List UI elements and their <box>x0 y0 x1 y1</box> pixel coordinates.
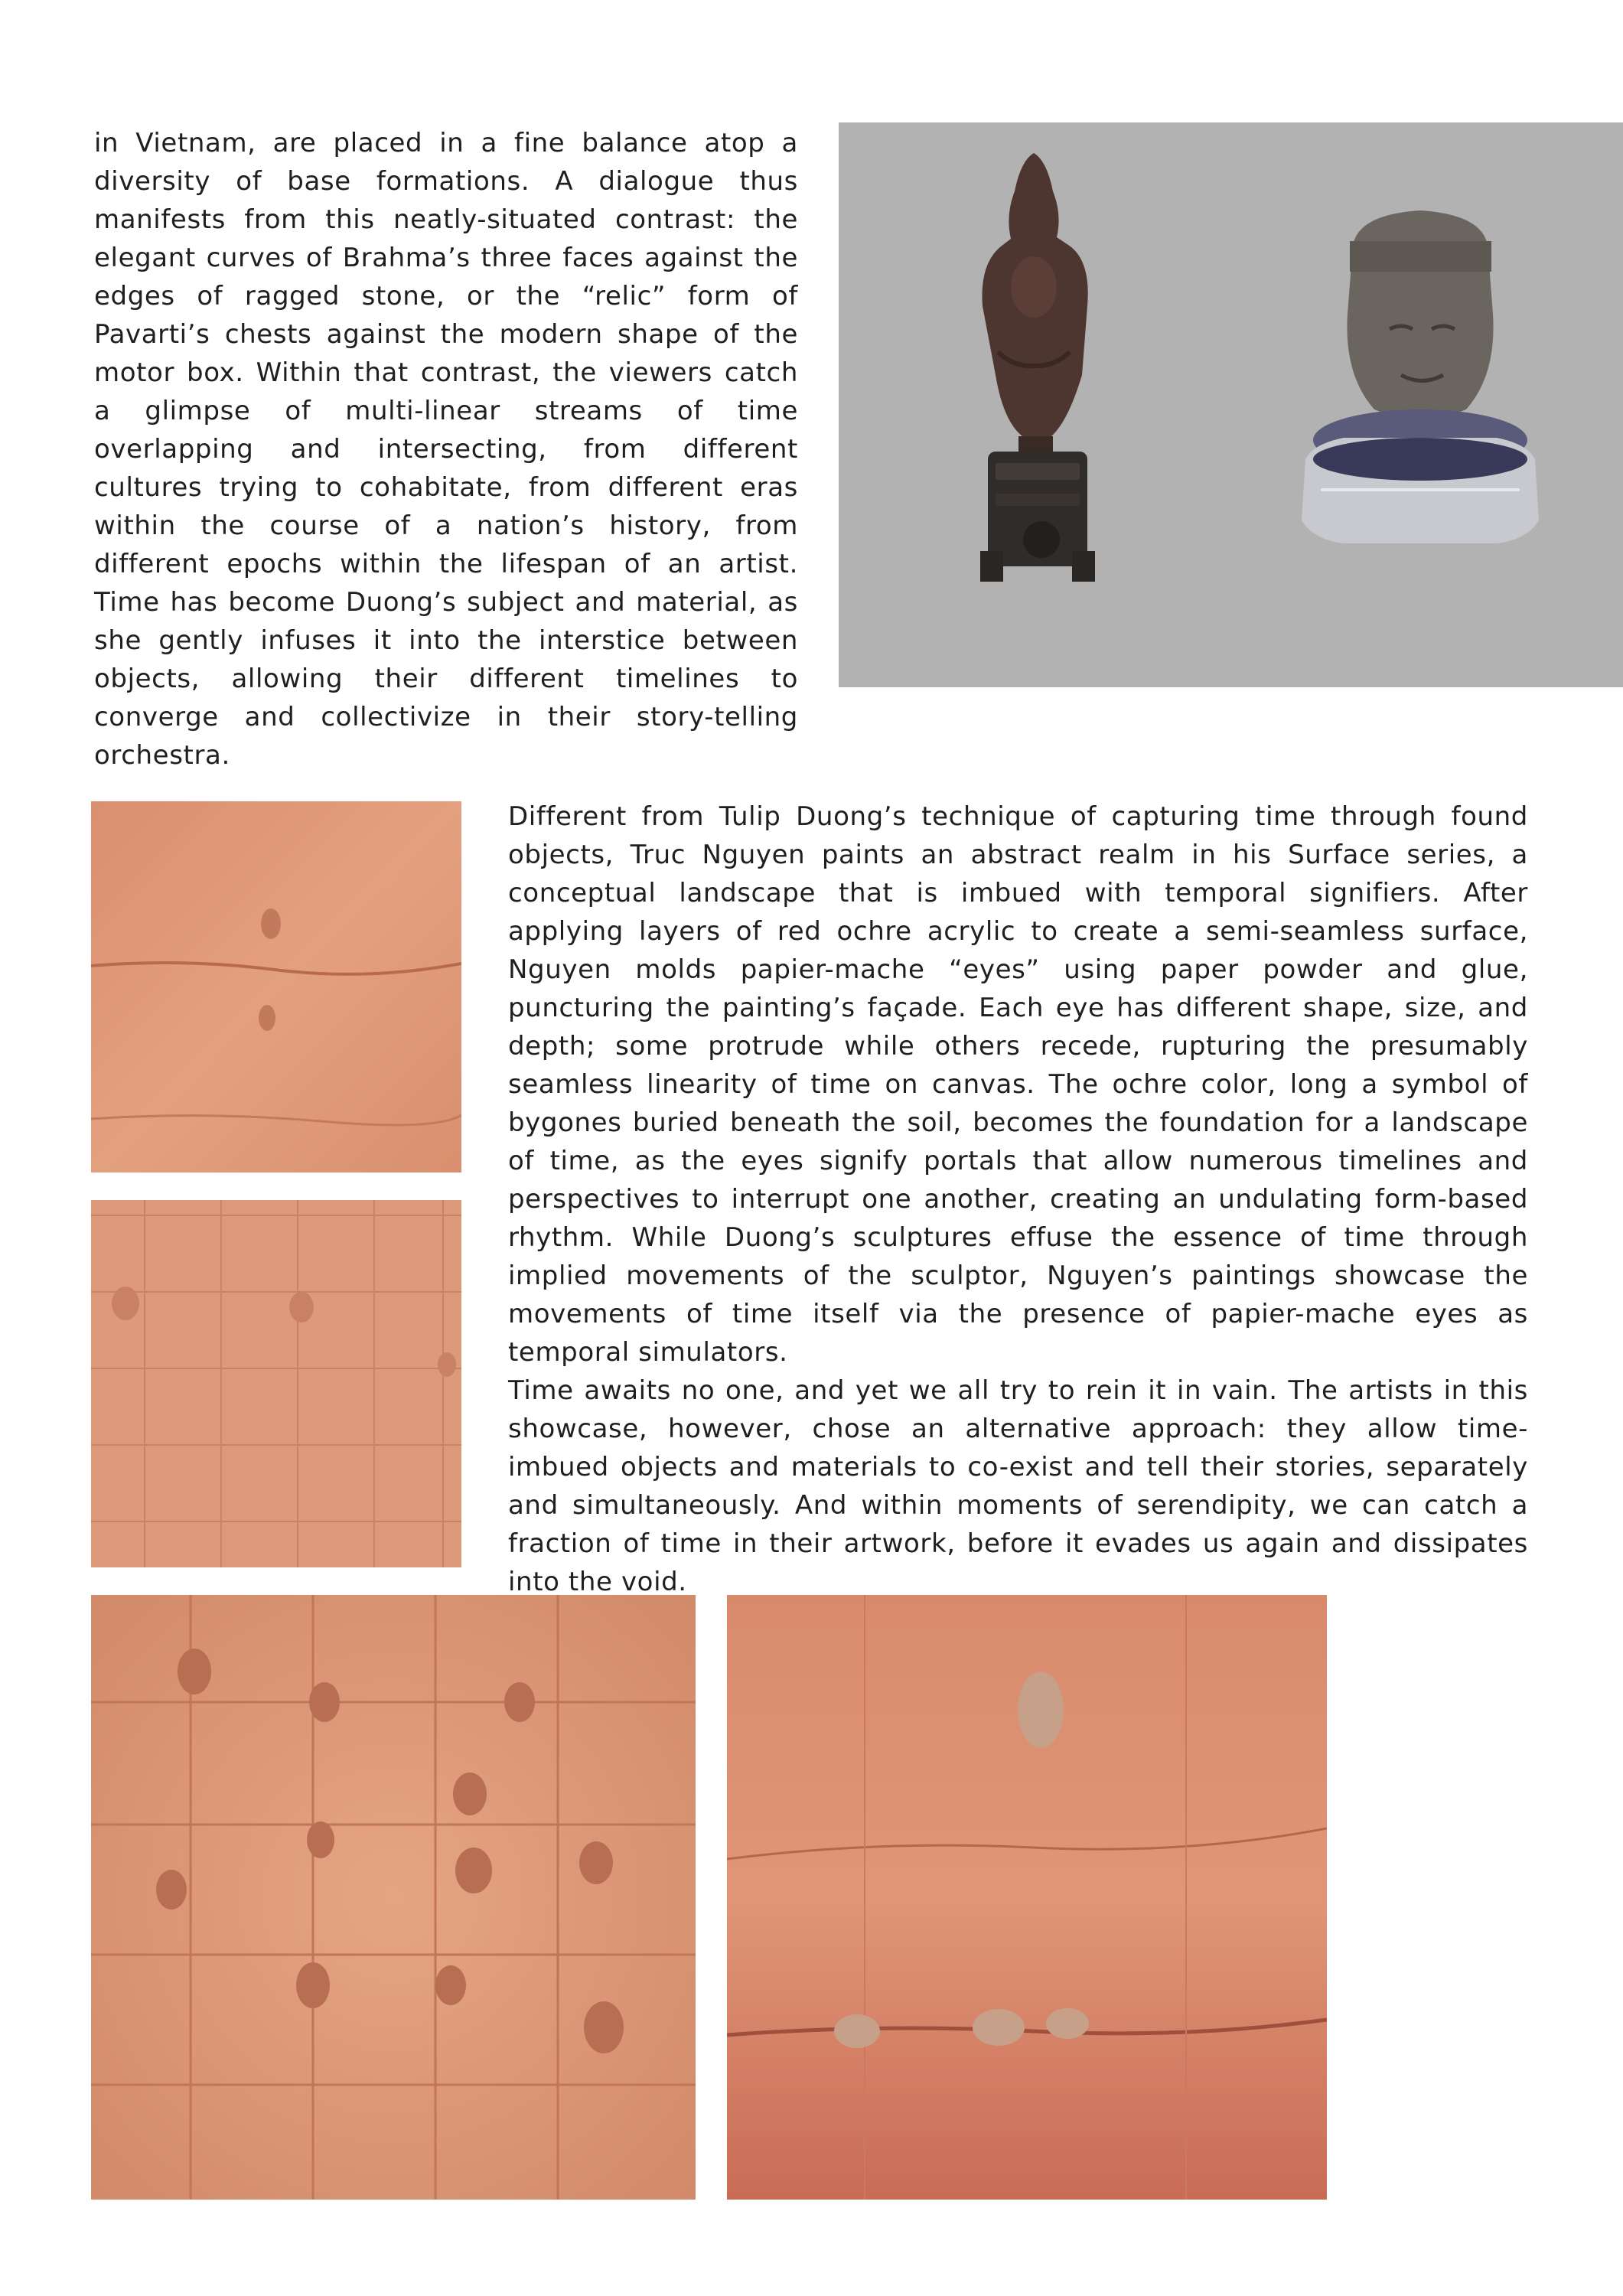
paper-eye <box>289 1292 314 1322</box>
paper-eye <box>112 1287 139 1320</box>
paper-eye <box>973 2009 1025 2046</box>
paragraph-nguyen-surface: Different from Tulip Duong’s technique of capturing time through found objects, Truc Nguyen paints an abstract realm in his Surface series, a conceptual landscape that is imbued with temporal signifiers. After applying layers of red ochre acrylic to create a semi-seamless surface, Nguyen molds papier-mache “eyes” using paper powder and glue, puncturing the painting’s façade. Each eye has different shape, size, and depth; some protrude while others recede, rupturing the presumably seamless linearity of time on canvas. The ochre color, long a symbol of bygones buried beneath the soil, becomes the foundation for a landscape of time, as the eyes signify portals that allow numerous timelines and perspectives to interrupt one another, creating an undulating form-based rhythm. While Duong’s sculptures effuse the essence of time through implied movements of the sculptor, Nguyen’s paintings showcase the movements of time itself via the presence of papier-mache eyes as temporal simulators. <box>508 801 1528 1368</box>
surface-painting-4 <box>727 1595 1327 2200</box>
paper-eye <box>834 2014 880 2048</box>
paper-eye <box>296 1962 330 2008</box>
sculpture-photo <box>839 122 1623 687</box>
surface-painting-1 <box>91 801 461 1172</box>
paper-eye <box>1046 2008 1089 2039</box>
paper-eye <box>453 1773 487 1815</box>
paper-eye <box>455 1848 492 1893</box>
paper-eye <box>435 1965 466 2005</box>
paper-eye <box>309 1682 340 1722</box>
paper-eye <box>579 1841 613 1884</box>
paragraph-duong-sculptures: in Vietnam, are placed in a fine balance atop a diversity of base formations. A dialogue thus manifests from this neatly-situated contrast: the elegant curves of Brahma’s three faces against the edges of ragged stone, or the “relic” form of Pavarti’s chests against the modern shape of the motor box. Within that contrast, the viewers catch a glimpse of multi-linear streams of time overlapping and intersecting, from different cultures trying to cohabitate, from different eras within the course of a nation’s history, from different epochs within the lifespan of an artist. Time has become Duong’s subject and material, as she gently infuses it into the interstice between objects, allowing their different timelines to converge and collectivize in their story-telling orchestra. <box>94 128 798 771</box>
surface-painting-3 <box>91 1595 696 2200</box>
paragraph-closing: Time awaits no one, and yet we all try to rein it in vain. The artists in this showcase, however, chose an alternative approach: they allow time-imbued objects and materials to co-exist and tell their stories, separately and simultaneously. And within moments of serendipity, we can catch a fraction of time in their artwork, before it evades us again and dissipates into the void. <box>508 1375 1528 1597</box>
paper-eye <box>504 1682 535 1722</box>
paper-eye <box>584 2001 624 2053</box>
surface-painting-2 <box>91 1200 461 1567</box>
paper-eye <box>178 1649 211 1694</box>
paper-eye <box>156 1870 187 1910</box>
paper-eye <box>1018 1671 1064 1748</box>
paper-eye <box>307 1821 334 1858</box>
paper-eye <box>261 908 281 939</box>
paper-eye <box>259 1005 275 1031</box>
paper-eye <box>438 1352 456 1377</box>
